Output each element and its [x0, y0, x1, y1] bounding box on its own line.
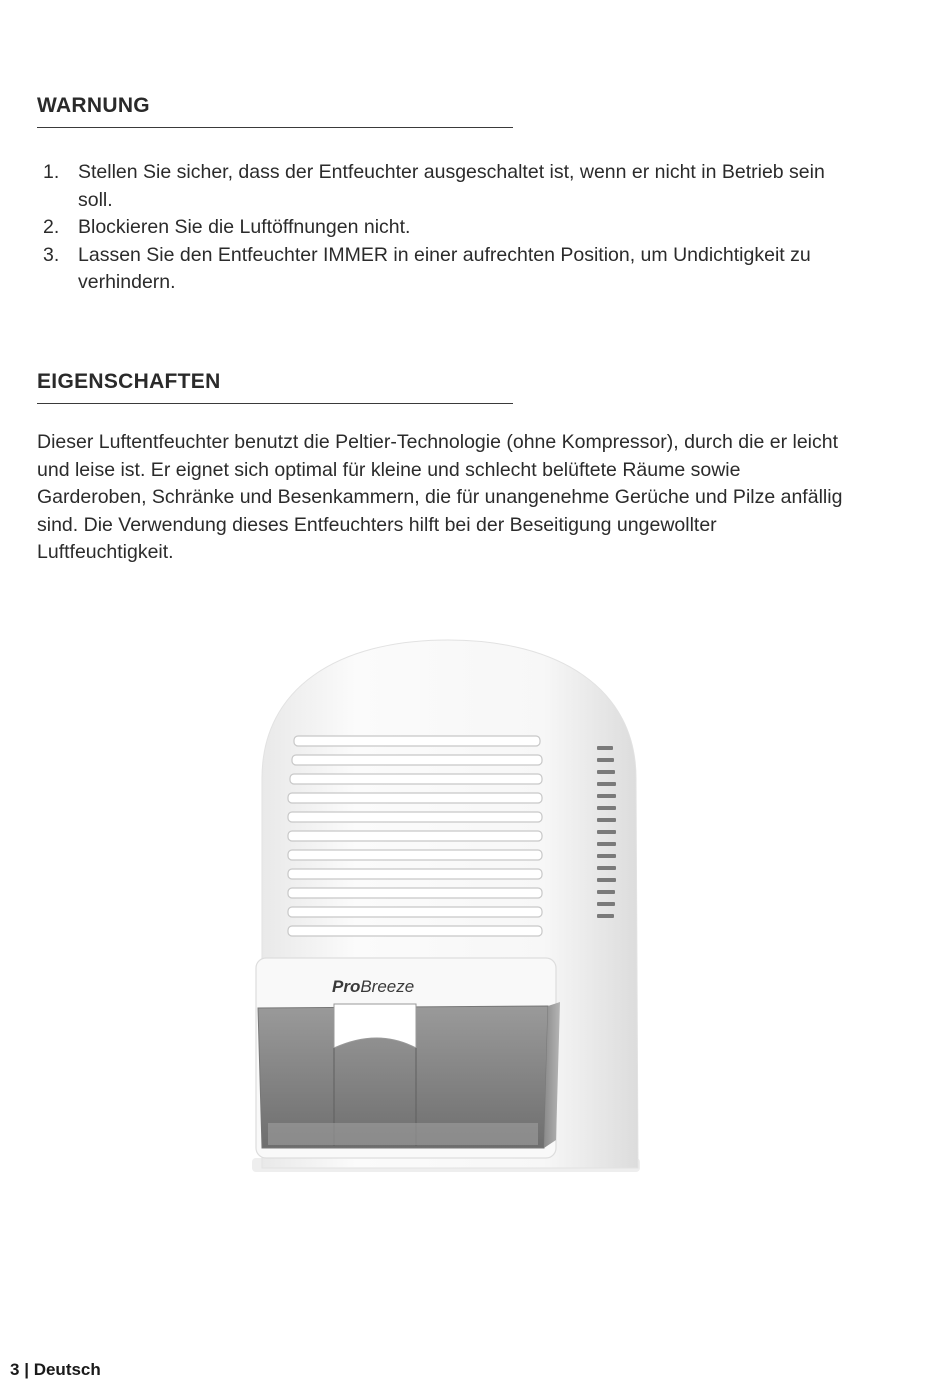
- list-item-text: Blockieren Sie die Luftöffnungen nicht.: [78, 216, 411, 238]
- list-item-number: 3.: [43, 243, 60, 266]
- list-item: [37, 159, 837, 214]
- warning-list: [37, 159, 837, 297]
- warning-heading-rule: [37, 127, 513, 128]
- side-vent: [597, 746, 616, 918]
- list-item-text: Lassen Sie den Entfeuchter IMMER in einer aufrechten Position, um Undichtigkeit zu verhindern.: [78, 243, 811, 293]
- list-item-text: Stellen Sie sicher, dass der Entfeuchter ausgeschaltet ist, wenn er nicht in Betrieb sein soll.: [78, 161, 825, 211]
- footer-separator: |: [24, 1360, 29, 1379]
- features-heading-rule: [37, 403, 513, 404]
- brand-logo: ProBreeze: [332, 977, 415, 996]
- warning-heading: WARNUNG: [37, 94, 150, 117]
- list-item-number: 1.: [43, 161, 60, 183]
- dehumidifier-product-image: [248, 628, 648, 1188]
- page-footer: [10, 1360, 101, 1380]
- features-paragraph: Dieser Luftentfeuchter benutzt die Peltier-Technologie (ohne Kompressor), durch die er leicht und leise ist. Er eignet sich optimal für kleine und schlecht belüftete Räume sowie Garderoben, Schränke und Besenkammern, die für unangenehme Gerüche und Pilze anfällig sind. Die Verwendung dieses Entfeuchters hilft bei der Beseitigung ungewollter Luftfeuchtigkeit.: [37, 431, 843, 563]
- list-item: [37, 214, 837, 242]
- footer-language: Deutsch: [33, 1360, 101, 1379]
- features-heading: EIGENSCHAFTEN: [37, 370, 221, 393]
- page-number: 3: [10, 1360, 20, 1379]
- list-item-number: 2.: [43, 216, 60, 238]
- list-item: [37, 242, 837, 297]
